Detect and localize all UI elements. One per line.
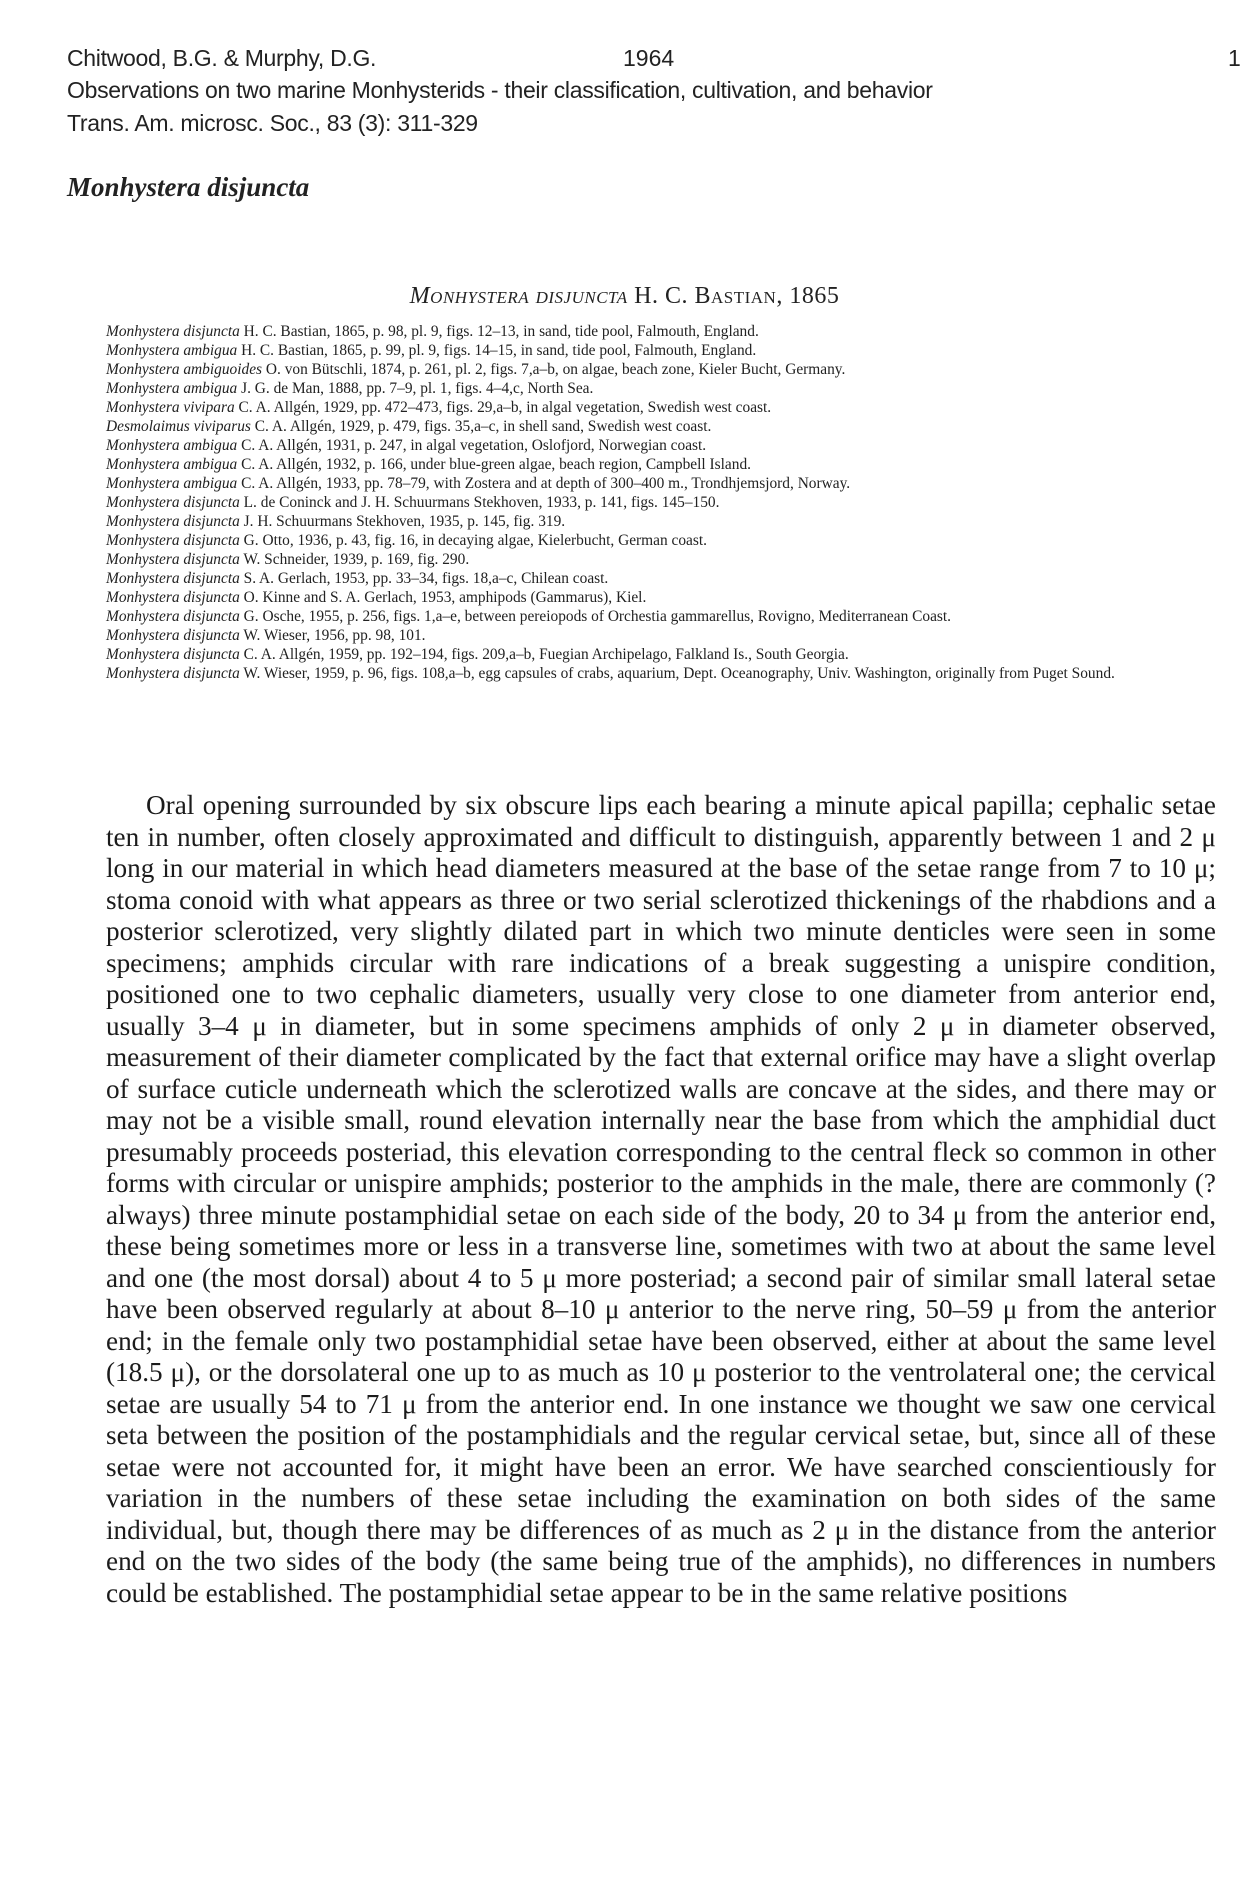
- synonymy-entry: Monhystera disjuncta G. Otto, 1936, p. 43, fig. 16, in decaying algae, Kielerbucht, German coast.: [106, 532, 707, 549]
- synonymy-entry: Monhystera disjuncta W. Wieser, 1956, pp. 98, 101.: [106, 627, 426, 644]
- synonymy-entry: Monhystera disjuncta O. Kinne and S. A. Gerlach, 1953, amphipods (Gammarus), Kiel.: [106, 589, 647, 606]
- synonymy-entry: Monhystera disjuncta H. C. Bastian, 1865, p. 98, pl. 9, figs. 12–13, in sand, tide pool, Falmouth, England.: [106, 323, 759, 340]
- synonymy-entry: Monhystera disjuncta L. de Coninck and J. H. Schuurmans Stekhoven, 1933, p. 141, figs. 145–150.: [106, 494, 720, 511]
- synonymy-entry: Monhystera ambigua C. A. Allgén, 1931, p. 247, in algal vegetation, Oslofjord, Norwegian coast.: [106, 437, 707, 454]
- synonymy-entry: Desmolaimus viviparus C. A. Allgén, 1929, p. 479, figs. 35,a–c, in shell sand, Swedish west coast.: [106, 418, 712, 435]
- header-journal: Trans. Am. microsc. Soc., 83 (3): 311-329: [67, 110, 478, 136]
- taxon-title: [0, 283, 1249, 310]
- synonymy-entry: Monhystera ambigua C. A. Allgén, 1933, pp. 78–79, with Zostera and at depth of 300–400 m., Trondhjemsjord, Norway.: [106, 475, 851, 492]
- synonymy-list: [106, 322, 1216, 683]
- synonymy-entry: Monhystera ambigua C. A. Allgén, 1932, p. 166, under blue-green algae, beach region, Campbell Island.: [106, 456, 751, 473]
- synonymy-entry: Monhystera disjuncta S. A. Gerlach, 1953, pp. 33–34, figs. 18,a–c, Chilean coast.: [106, 570, 609, 587]
- synonymy-entry: Monhystera disjuncta C. A. Allgén, 1959, pp. 192–194, figs. 209,a–b, Fuegian Archipelago, Falkland Is., South Georgia.: [106, 646, 849, 663]
- species-heading: Monhystera disjuncta: [67, 172, 310, 202]
- header-article-title: Observations on two marine Monhysterids - their classification, cultivation, and behavior: [67, 77, 933, 103]
- description-text: [106, 790, 1216, 1609]
- page-number: 1: [1228, 45, 1241, 71]
- body-paragraph: Oral opening surrounded by six obscure lips each bearing a minute apical papilla; cephalic setae ten in number, often closely approximated and difficult to distinguish, apparently between 1 and 2 μ long in our material in which head diameters measured at the base of the setae range from 7 to 10 μ; stoma conoid with what appears as three or two serial sclerotized thickenings of the rhabdions and a posterior sclerotized, very slightly dilated part in which two minute denticles were seen in some specimens; amphids circular with rare indications of a break suggesting a unispire condition, positioned one to two cephalic diameters, usually very close to one diameter from anterior end, usually 3–4 μ in diameter, but in some specimens amphids of only 2 μ in diameter observed, measurement of their diameter complicated by the fact that external orifice may have a slight overlap of surface cuticle underneath which the sclerotized walls are concave at the sides, and there may or may not be a visible small, round elevation internally near the base from which the amphidial duct presumably proceeds posteriad, this elevation corresponding to the central fleck so common in other forms with circular or unispire amphids; posterior to the amphids in the male, there are commonly (? always) three minute postamphidial setae on each side of the body, 20 to 34 μ from the anterior end, these being sometimes more or less in a transverse line, sometimes with two at about the same level and one (the most dorsal) about 4 to 5 μ more posteriad; a second pair of similar small lateral setae have been observed regularly at about 8–10 μ anterior to the nerve ring, 50–59 μ from the anterior end; in the female only two postamphidial setae have been observed, either at about the same level (18.5 μ), or the dorsolateral one up to as much as 10 μ posterior to the ventrolateral one; the cervical setae are usually 54 to 71 μ from the anterior end. In one instance we thought we saw one cervical seta between the position of the postamphidials and the regular cervical setae, but, since all of these setae were not accounted for, it might have been an error. We have searched conscientiously for variation in the numbers of these setae including the examination on both sides of the same individual, but, though there may be differences of as much as 2 μ in the distance from the anterior end on the two sides of the body (the same being true of the amphids), no differences in numbers could be established. The postamphidial setae appear to be in the same relative positions: [106, 790, 1216, 1608]
- taxon-title-name: Monhystera disjuncta: [409, 283, 628, 309]
- header-year: 1964: [623, 45, 675, 71]
- header-authors: Chitwood, B.G. & Murphy, D.G.: [67, 45, 377, 71]
- synonymy-entry: Monhystera disjuncta W. Schneider, 1939, p. 169, fig. 290.: [106, 551, 470, 568]
- synonymy-entry: Monhystera ambiguoides O. von Bütschli, 1874, p. 261, pl. 2, figs. 7,a–b, on algae, beach zone, Kieler Bucht, Germany.: [106, 361, 846, 378]
- synonymy-entry: Monhystera disjuncta G. Osche, 1955, p. 256, figs. 1,a–e, between pereiopods of Orchestia gammarellus, Rovigno, Mediterranean Coast.: [106, 608, 952, 625]
- synonymy-entry: Monhystera vivipara C. A. Allgén, 1929, pp. 472–473, figs. 29,a–b, in algal vegetation, Swedish west coast.: [106, 399, 772, 416]
- taxon-title-author: H. C. Bastian, 1865: [634, 283, 840, 309]
- synonymy-entry: Monhystera ambigua H. C. Bastian, 1865, p. 99, pl. 9, figs. 14–15, in sand, tide pool, Falmouth, England.: [106, 342, 757, 359]
- synonymy-entry: Monhystera disjuncta W. Wieser, 1959, p. 96, figs. 108,a–b, egg capsules of crabs, aquarium, Dept. Oceanography, Univ. Washington, originally from Puget Sound.: [106, 665, 1115, 682]
- synonymy-entry: Monhystera ambigua J. G. de Man, 1888, pp. 7–9, pl. 1, figs. 4–4,c, North Sea.: [106, 380, 594, 397]
- synonymy-entry: Monhystera disjuncta J. H. Schuurmans Stekhoven, 1935, p. 145, fig. 319.: [106, 513, 566, 530]
